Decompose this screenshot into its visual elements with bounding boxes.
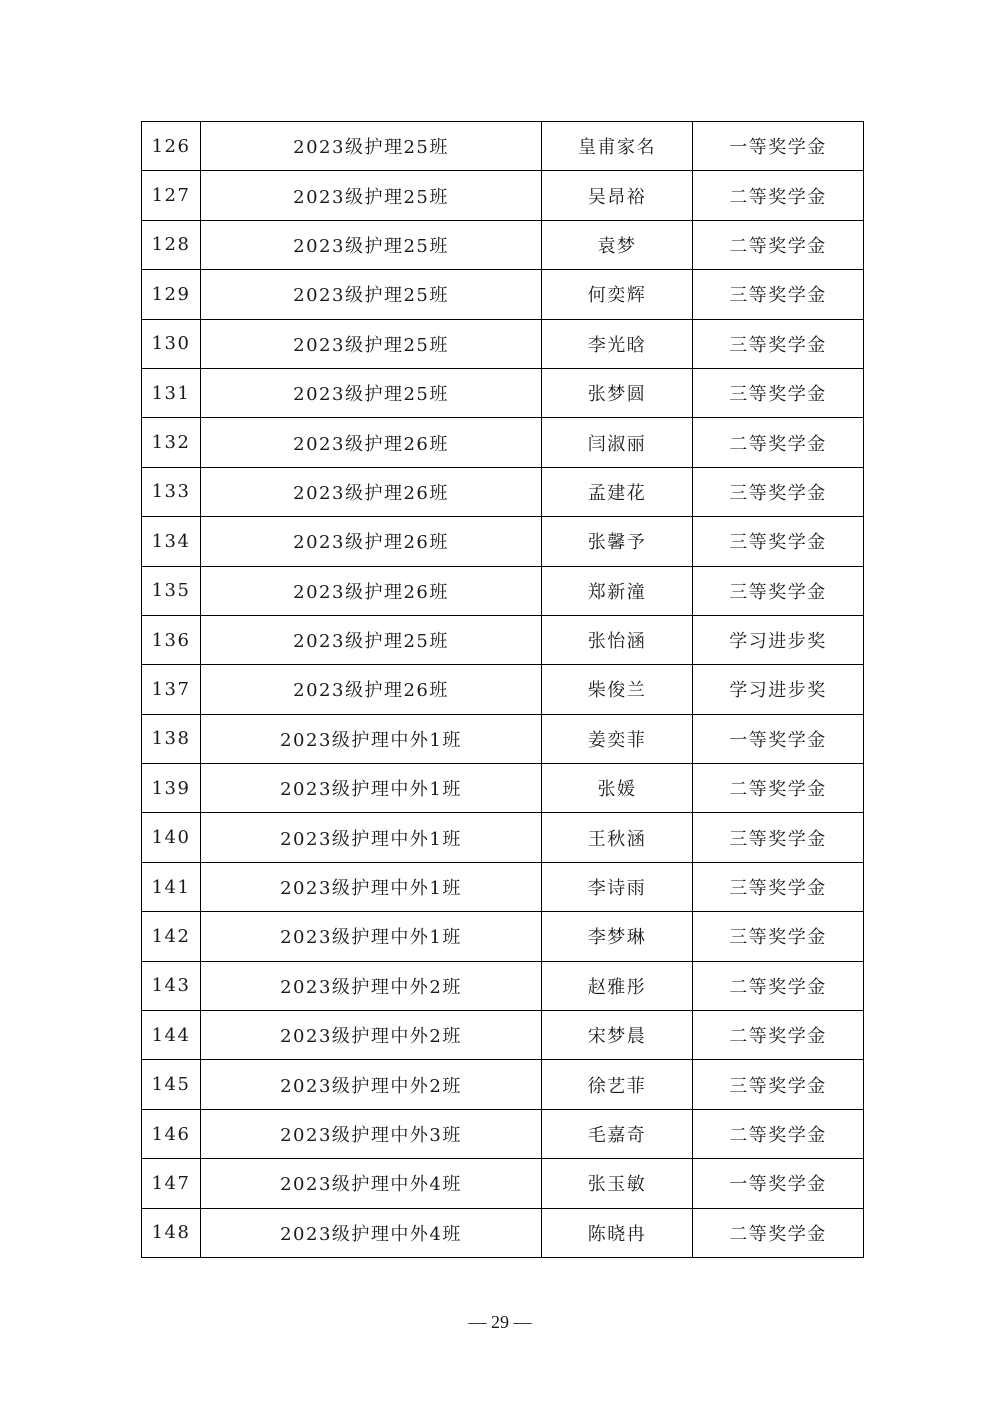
row-number-cell: 145 [142, 1060, 201, 1109]
student-name-cell: 张玉敏 [542, 1159, 693, 1208]
student-name-cell: 王秋涵 [542, 813, 693, 862]
award-cell: 学习进步奖 [693, 615, 864, 664]
student-name-cell: 李诗雨 [542, 862, 693, 911]
award-cell: 三等奖学金 [693, 319, 864, 368]
award-cell: 二等奖学金 [693, 961, 864, 1010]
row-number-cell: 144 [142, 1011, 201, 1060]
class-cell: 2023级护理25班 [201, 171, 542, 220]
row-number-cell: 146 [142, 1109, 201, 1158]
student-name-cell: 李光晗 [542, 319, 693, 368]
class-cell: 2023级护理26班 [201, 467, 542, 516]
table-row [142, 122, 864, 171]
award-cell: 一等奖学金 [693, 122, 864, 171]
student-name-cell: 皇甫家名 [542, 122, 693, 171]
student-name-cell: 姜奕菲 [542, 714, 693, 763]
student-name-cell: 赵雅彤 [542, 961, 693, 1010]
row-number-cell: 134 [142, 517, 201, 566]
table-row [142, 813, 864, 862]
award-cell: 三等奖学金 [693, 368, 864, 417]
award-cell: 二等奖学金 [693, 1011, 864, 1060]
table-row [142, 566, 864, 615]
student-name-cell: 孟建花 [542, 467, 693, 516]
award-cell: 三等奖学金 [693, 566, 864, 615]
table-row [142, 714, 864, 763]
award-table-body [142, 122, 864, 1258]
class-cell: 2023级护理25班 [201, 270, 542, 319]
table-row [142, 1109, 864, 1158]
table-row [142, 764, 864, 813]
student-name-cell: 毛嘉奇 [542, 1109, 693, 1158]
class-cell: 2023级护理中外1班 [201, 862, 542, 911]
award-cell: 一等奖学金 [693, 714, 864, 763]
class-cell: 2023级护理26班 [201, 517, 542, 566]
class-cell: 2023级护理中外2班 [201, 961, 542, 1010]
student-name-cell: 徐艺菲 [542, 1060, 693, 1109]
student-name-cell: 袁梦 [542, 220, 693, 269]
award-cell: 三等奖学金 [693, 813, 864, 862]
page-number: — 29 — [468, 1312, 532, 1332]
award-cell: 三等奖学金 [693, 912, 864, 961]
award-cell: 学习进步奖 [693, 665, 864, 714]
table-row [142, 615, 864, 664]
student-name-cell: 张怡涵 [542, 615, 693, 664]
row-number-cell: 140 [142, 813, 201, 862]
table-row [142, 1159, 864, 1208]
award-cell: 二等奖学金 [693, 764, 864, 813]
row-number-cell: 128 [142, 220, 201, 269]
class-cell: 2023级护理25班 [201, 368, 542, 417]
table-row [142, 862, 864, 911]
row-number-cell: 130 [142, 319, 201, 368]
class-cell: 2023级护理中外2班 [201, 1011, 542, 1060]
class-cell: 2023级护理25班 [201, 122, 542, 171]
award-cell: 一等奖学金 [693, 1159, 864, 1208]
class-cell: 2023级护理26班 [201, 566, 542, 615]
student-name-cell: 吴昂裕 [542, 171, 693, 220]
table-row [142, 1208, 864, 1257]
class-cell: 2023级护理中外2班 [201, 1060, 542, 1109]
student-name-cell: 宋梦晨 [542, 1011, 693, 1060]
table-row [142, 1011, 864, 1060]
award-cell: 二等奖学金 [693, 418, 864, 467]
award-cell: 二等奖学金 [693, 1208, 864, 1257]
class-cell: 2023级护理中外1班 [201, 714, 542, 763]
class-cell: 2023级护理中外1班 [201, 912, 542, 961]
row-number-cell: 137 [142, 665, 201, 714]
student-name-cell: 张馨予 [542, 517, 693, 566]
class-cell: 2023级护理26班 [201, 665, 542, 714]
row-number-cell: 126 [142, 122, 201, 171]
row-number-cell: 132 [142, 418, 201, 467]
row-number-cell: 138 [142, 714, 201, 763]
table-row [142, 961, 864, 1010]
award-cell: 三等奖学金 [693, 1060, 864, 1109]
class-cell: 2023级护理中外3班 [201, 1109, 542, 1158]
award-cell: 三等奖学金 [693, 467, 864, 516]
table-row [142, 665, 864, 714]
award-cell: 二等奖学金 [693, 1109, 864, 1158]
student-name-cell: 张媛 [542, 764, 693, 813]
row-number-cell: 141 [142, 862, 201, 911]
class-cell: 2023级护理中外1班 [201, 764, 542, 813]
row-number-cell: 135 [142, 566, 201, 615]
table-row [142, 418, 864, 467]
row-number-cell: 127 [142, 171, 201, 220]
award-cell: 二等奖学金 [693, 220, 864, 269]
award-cell: 三等奖学金 [693, 517, 864, 566]
class-cell: 2023级护理25班 [201, 615, 542, 664]
table-row [142, 171, 864, 220]
table-row [142, 319, 864, 368]
student-name-cell: 郑新潼 [542, 566, 693, 615]
student-name-cell: 陈晓冉 [542, 1208, 693, 1257]
class-cell: 2023级护理26班 [201, 418, 542, 467]
table-row [142, 368, 864, 417]
row-number-cell: 131 [142, 368, 201, 417]
student-name-cell: 张梦圆 [542, 368, 693, 417]
award-cell: 二等奖学金 [693, 171, 864, 220]
student-name-cell: 李梦琳 [542, 912, 693, 961]
table-row [142, 517, 864, 566]
row-number-cell: 136 [142, 615, 201, 664]
table-row [142, 467, 864, 516]
row-number-cell: 148 [142, 1208, 201, 1257]
class-cell: 2023级护理中外4班 [201, 1208, 542, 1257]
class-cell: 2023级护理中外4班 [201, 1159, 542, 1208]
row-number-cell: 147 [142, 1159, 201, 1208]
class-cell: 2023级护理25班 [201, 319, 542, 368]
row-number-cell: 143 [142, 961, 201, 1010]
award-table [141, 121, 864, 1258]
row-number-cell: 133 [142, 467, 201, 516]
row-number-cell: 142 [142, 912, 201, 961]
student-name-cell: 何奕辉 [542, 270, 693, 319]
table-row [142, 220, 864, 269]
class-cell: 2023级护理中外1班 [201, 813, 542, 862]
table-row [142, 912, 864, 961]
class-cell: 2023级护理25班 [201, 220, 542, 269]
row-number-cell: 139 [142, 764, 201, 813]
table-row [142, 270, 864, 319]
award-cell: 三等奖学金 [693, 862, 864, 911]
student-name-cell: 闫淑丽 [542, 418, 693, 467]
table-row [142, 1060, 864, 1109]
award-cell: 三等奖学金 [693, 270, 864, 319]
student-name-cell: 柴俊兰 [542, 665, 693, 714]
row-number-cell: 129 [142, 270, 201, 319]
